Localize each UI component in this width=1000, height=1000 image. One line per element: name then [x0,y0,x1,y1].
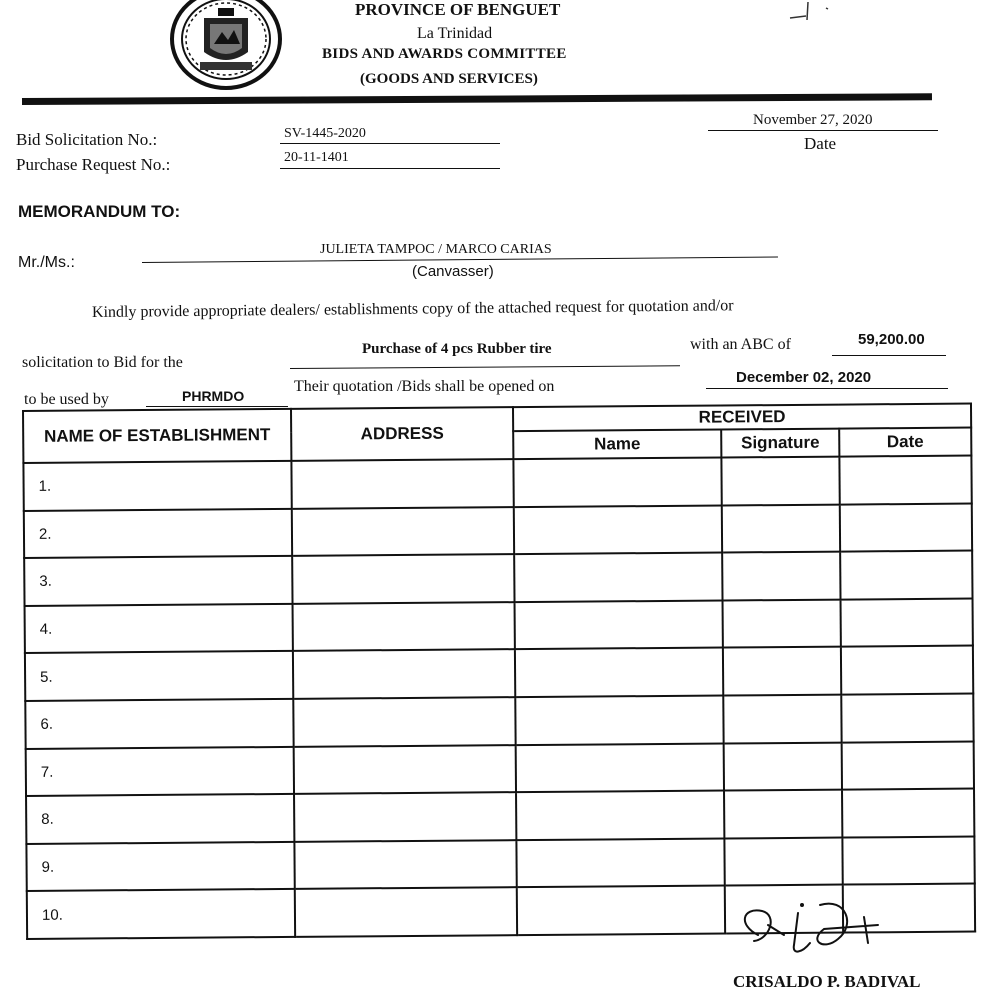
table-row [24,503,972,558]
col-address-header: ADDRESS [291,407,513,461]
bid-solicitation-underline [280,143,500,144]
name-cell[interactable] [516,791,724,840]
row-number: 9. [26,842,294,892]
opening-date-underline [706,388,948,389]
signature-cell[interactable] [722,552,840,601]
date-cell[interactable] [841,694,973,743]
date-cell[interactable] [842,741,974,790]
address-cell[interactable] [294,840,516,889]
name-cell[interactable] [516,838,724,887]
name-cell[interactable] [514,505,722,554]
table-row [25,598,973,653]
purchase-request-label: Purchase Request No.: [16,155,171,174]
corner-mark [786,0,846,22]
name-cell[interactable] [516,743,724,792]
date-cell[interactable] [842,789,974,838]
purchase-purpose-underline [290,365,680,369]
address-cell[interactable] [293,697,515,746]
memo-date-underline [708,130,938,131]
signature-cell[interactable] [724,742,842,791]
signature-cell[interactable] [721,457,839,506]
bid-solicitation-label: Bid Solicitation No.: [16,130,158,149]
memorandum-heading: MEMORANDUM TO: [18,202,181,221]
purchase-purpose: Purchase of 4 pcs Rubber tire [362,341,552,357]
opening-date: December 02, 2020 [736,369,872,386]
address-cell[interactable] [293,650,515,699]
header-committee: BIDS AND AWARDS COMMITTEE [322,46,567,62]
header-municipality: La Trinidad [417,25,493,42]
col-name-header: Name [513,430,721,460]
date-cell[interactable] [839,456,971,505]
signature-cell[interactable] [723,695,841,744]
name-cell[interactable] [513,458,721,507]
row-number: 10. [27,889,295,939]
memo-date-value: November 27, 2020 [753,112,873,128]
col-date-header: Date [839,428,971,457]
date-cell[interactable] [841,646,973,695]
row-number: 2. [24,508,292,558]
address-cell[interactable] [292,554,514,603]
address-cell[interactable] [294,792,516,841]
used-by-underline [146,406,288,407]
row-number: 3. [24,556,292,606]
row-number: 8. [26,794,294,844]
row-number: 4. [25,604,293,654]
handwritten-signature [728,895,898,965]
col-signature-header: Signature [721,429,839,458]
table-row [26,836,974,891]
table-row [25,646,973,701]
name-cell[interactable] [515,648,723,697]
header-divider [22,93,932,105]
name-cell[interactable] [517,886,725,935]
date-cell[interactable] [840,551,972,600]
date-cell[interactable] [842,836,974,885]
table-row [23,456,971,511]
date-cell[interactable] [840,503,972,552]
name-cell[interactable] [514,553,722,602]
address-cell[interactable] [294,745,516,794]
addressee-value: JULIETA TAMPOC / MARCO CARIAS [320,242,552,257]
used-by-value: PHRMDO [182,388,245,404]
abc-underline [832,355,946,356]
addressee-label: Mr./Ms.: [18,254,75,271]
table-row [26,789,974,844]
table-row [24,551,972,606]
purchase-request-value: 20-11-1401 [284,150,349,165]
col-establishment-header: NAME OF ESTABLISHMENT [23,409,291,463]
header-category: (GOODS AND SERVICES) [360,71,538,87]
purchase-request-underline [280,168,500,169]
signature-cell[interactable] [724,790,842,839]
abc-label: with an ABC of [690,336,791,353]
province-seal-logo [170,0,282,90]
memo-line-1: Kindly provide appropriate dealers/ establishments copy of the attached request for quotation and/or [91,297,734,321]
header-province: PROVINCE OF BENGUET [355,0,561,19]
addressee-role: (Canvasser) [412,263,494,280]
name-cell[interactable] [515,600,723,649]
memo-line-2-prefix: solicitation to Bid for the [22,354,183,371]
signature-cell[interactable] [722,504,840,553]
row-number: 6. [25,699,293,749]
row-number: 7. [26,746,294,796]
signature-cell[interactable] [723,599,841,648]
canvass-table [22,403,974,940]
signature-cell[interactable] [724,837,842,886]
opening-label: Their quotation /Bids shall be opened on [294,378,555,395]
abc-value: 59,200.00 [858,331,925,348]
table-row [26,741,974,796]
row-number: 5. [25,651,293,701]
address-cell[interactable] [292,507,514,556]
table-row [25,694,973,749]
name-cell[interactable] [515,695,723,744]
bid-solicitation-value: SV-1445-2020 [284,126,366,141]
address-cell[interactable] [293,602,515,651]
memo-date-label: Date [804,134,837,153]
signatory-name: CRISALDO P. BADIVAL [733,972,921,991]
date-cell[interactable] [841,598,973,647]
used-by-label: to be used by [24,391,109,408]
col-received-header: RECEIVED [513,404,971,432]
row-number: 1. [23,461,291,511]
address-cell[interactable] [295,887,517,936]
signature-cell[interactable] [723,647,841,696]
address-cell[interactable] [291,459,513,508]
